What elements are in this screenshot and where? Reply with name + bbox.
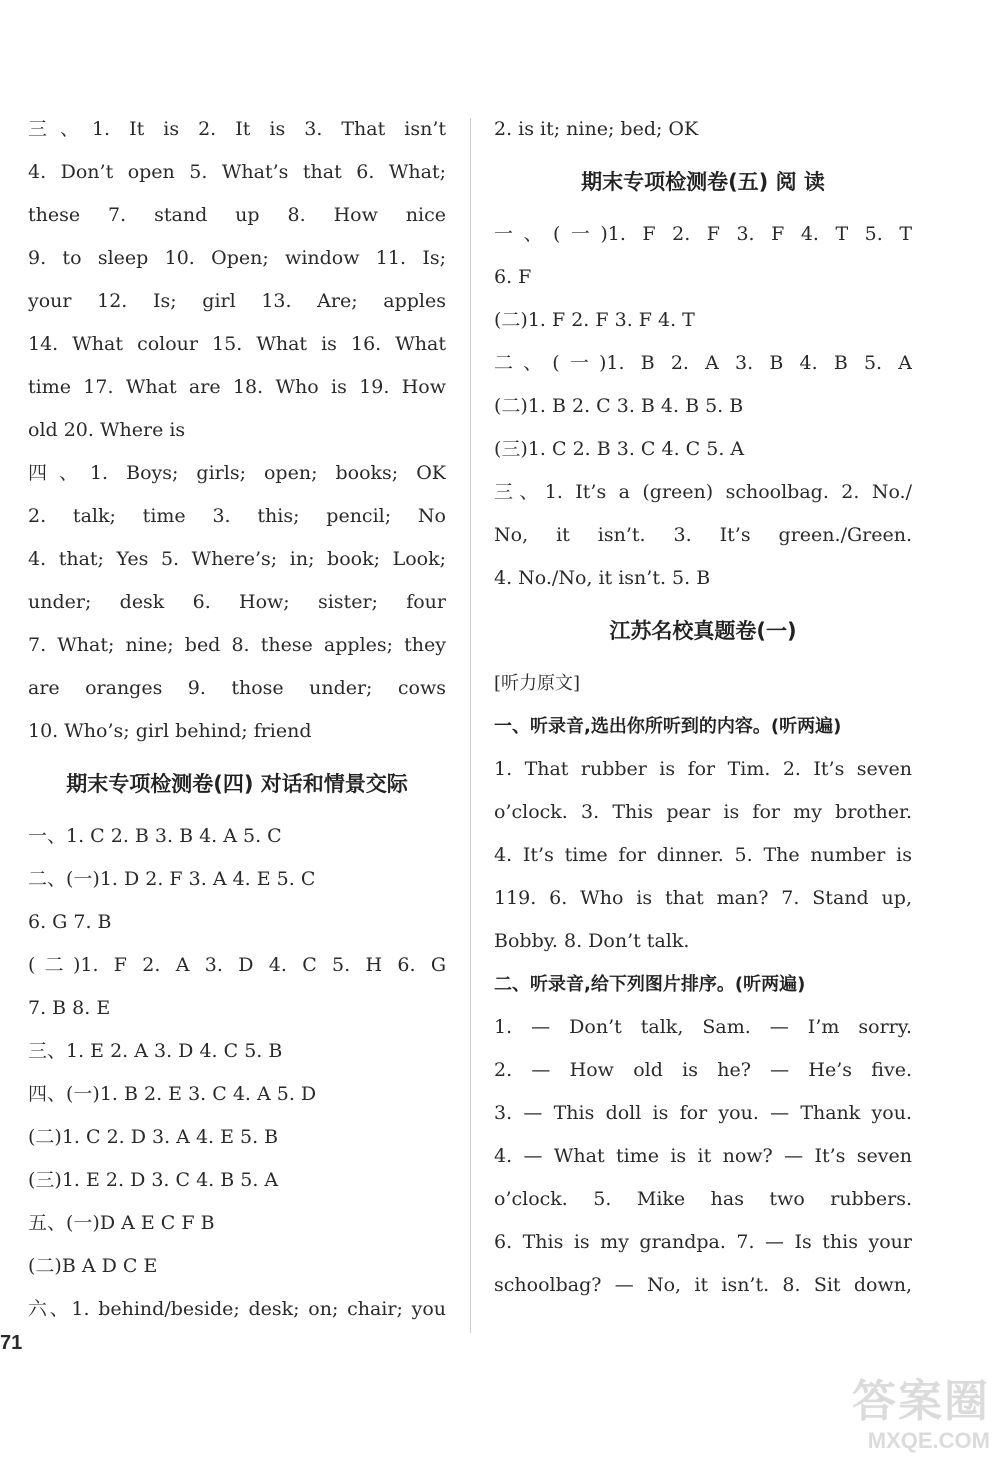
watermark-site-text: MXQE.COM	[867, 1428, 990, 1453]
answer-line: 五、(一)D A E C F B	[28, 1212, 215, 1234]
left-column	[28, 108, 446, 1331]
answer-line: time 17. What are 18. Who is 19. How	[28, 376, 446, 398]
page-number: 71	[0, 1332, 23, 1354]
script-line: o’clock. 3. This pear is for my brother.	[494, 801, 912, 823]
right-column	[494, 108, 912, 1307]
answer-line: 三、1. E 2. A 3. D 4. C 5. B	[28, 1040, 283, 1062]
script-line: schoolbag? — No, it isn’t. 8. Sit down,	[494, 1274, 912, 1296]
section-heading: 期末专项检测卷(五) 阅 读	[581, 170, 825, 194]
answer-line: 2. is it; nine; bed; OK	[494, 118, 699, 140]
answer-line: 2. talk; time 3. this; pencil; No	[28, 505, 446, 527]
script-line: 2. — How old is he? — He’s five.	[494, 1059, 912, 1081]
answer-line: are oranges 9. those under; cows	[28, 677, 446, 699]
script-line: 1. That rubber is for Tim. 2. It’s seven	[494, 758, 912, 780]
answer-line: (二)1. F 2. A 3. D 4. C 5. H 6. G	[28, 954, 446, 976]
section-title: 二、听录音,给下列图片排序。(听两遍)	[494, 974, 806, 995]
script-line: 119. 6. Who is that man? 7. Stand up,	[494, 887, 912, 909]
answer-line: 四、1. Boys; girls; open; books; OK	[28, 462, 446, 484]
answer-line: 三、1. It is 2. It is 3. That isn’t	[28, 118, 446, 140]
script-line: 4. It’s time for dinner. 5. The number is	[494, 844, 912, 866]
watermark-logo-text: 答案圈	[852, 1376, 990, 1427]
answer-line: (二)B A D C E	[28, 1255, 158, 1277]
answer-line: 7. B 8. E	[28, 997, 111, 1019]
answer-line: (三)1. E 2. D 3. C 4. B 5. A	[28, 1169, 279, 1191]
column-divider	[470, 118, 471, 1333]
script-line: 1. — Don’t talk, Sam. — I’m sorry.	[494, 1016, 912, 1038]
script-line: 3. — This doll is for you. — Thank you.	[494, 1102, 912, 1124]
script-line: 6. This is my grandpa. 7. — Is this your	[494, 1231, 912, 1253]
answer-line: 二、(一)1. D 2. F 3. A 4. E 5. C	[28, 868, 316, 890]
answer-line: 14. What colour 15. What is 16. What	[28, 333, 446, 355]
answer-line: 6. F	[494, 266, 532, 288]
answer-line: 一、1. C 2. B 3. B 4. A 5. C	[28, 825, 282, 847]
script-line: 4. — What time is it now? — It’s seven	[494, 1145, 912, 1167]
answer-line: (二)1. F 2. F 3. F 4. T	[494, 309, 695, 331]
answer-line: your 12. Is; girl 13. Are; apples	[28, 290, 446, 312]
watermark-logo	[800, 1376, 990, 1466]
answer-line: 4. Don’t open 5. What’s that 6. What;	[28, 161, 446, 183]
answer-line: 三、1. It’s a (green) schoolbag. 2. No./	[494, 481, 912, 503]
answer-line: 二、(一)1. B 2. A 3. B 4. B 5. A	[494, 352, 912, 374]
answer-line: these 7. stand up 8. How nice	[28, 204, 446, 226]
script-line: o’clock. 5. Mike has two rubbers.	[494, 1188, 912, 1210]
answer-line: 一、(一)1. F 2. F 3. F 4. T 5. T	[494, 223, 912, 245]
answer-line: 六、1. behind/beside; desk; on; chair; you	[28, 1298, 446, 1320]
answer-line: 4. that; Yes 5. Where’s; in; book; Look;	[28, 548, 446, 570]
answer-line: 10. Who’s; girl behind; friend	[28, 720, 312, 742]
answer-line: 四、(一)1. B 2. E 3. C 4. A 5. D	[28, 1083, 317, 1105]
answer-line: under; desk 6. How; sister; four	[28, 591, 446, 613]
answer-line: (二)1. B 2. C 3. B 4. B 5. B	[494, 395, 744, 417]
answer-line: (三)1. C 2. B 3. C 4. C 5. A	[494, 438, 745, 460]
listening-script-tag: [听力原文]	[494, 673, 581, 694]
answer-line: (二)1. C 2. D 3. A 4. E 5. B	[28, 1126, 279, 1148]
script-line: Bobby. 8. Don’t talk.	[494, 930, 690, 952]
answer-line: 4. No./No, it isn’t. 5. B	[494, 567, 711, 589]
answer-line: No, it isn’t. 3. It’s green./Green.	[494, 524, 912, 546]
section-heading: 江苏名校真题卷(一)	[609, 619, 797, 643]
answer-line: 7. What; nine; bed 8. these apples; they	[28, 634, 446, 656]
answer-line: 6. G 7. B	[28, 911, 112, 933]
section-heading: 期末专项检测卷(四) 对话和情景交际	[66, 772, 408, 796]
answer-line: old 20. Where is	[28, 419, 186, 441]
section-title: 一、听录音,选出你所听到的内容。(听两遍)	[494, 716, 842, 737]
answer-line: 9. to sleep 10. Open; window 11. Is;	[28, 247, 446, 269]
